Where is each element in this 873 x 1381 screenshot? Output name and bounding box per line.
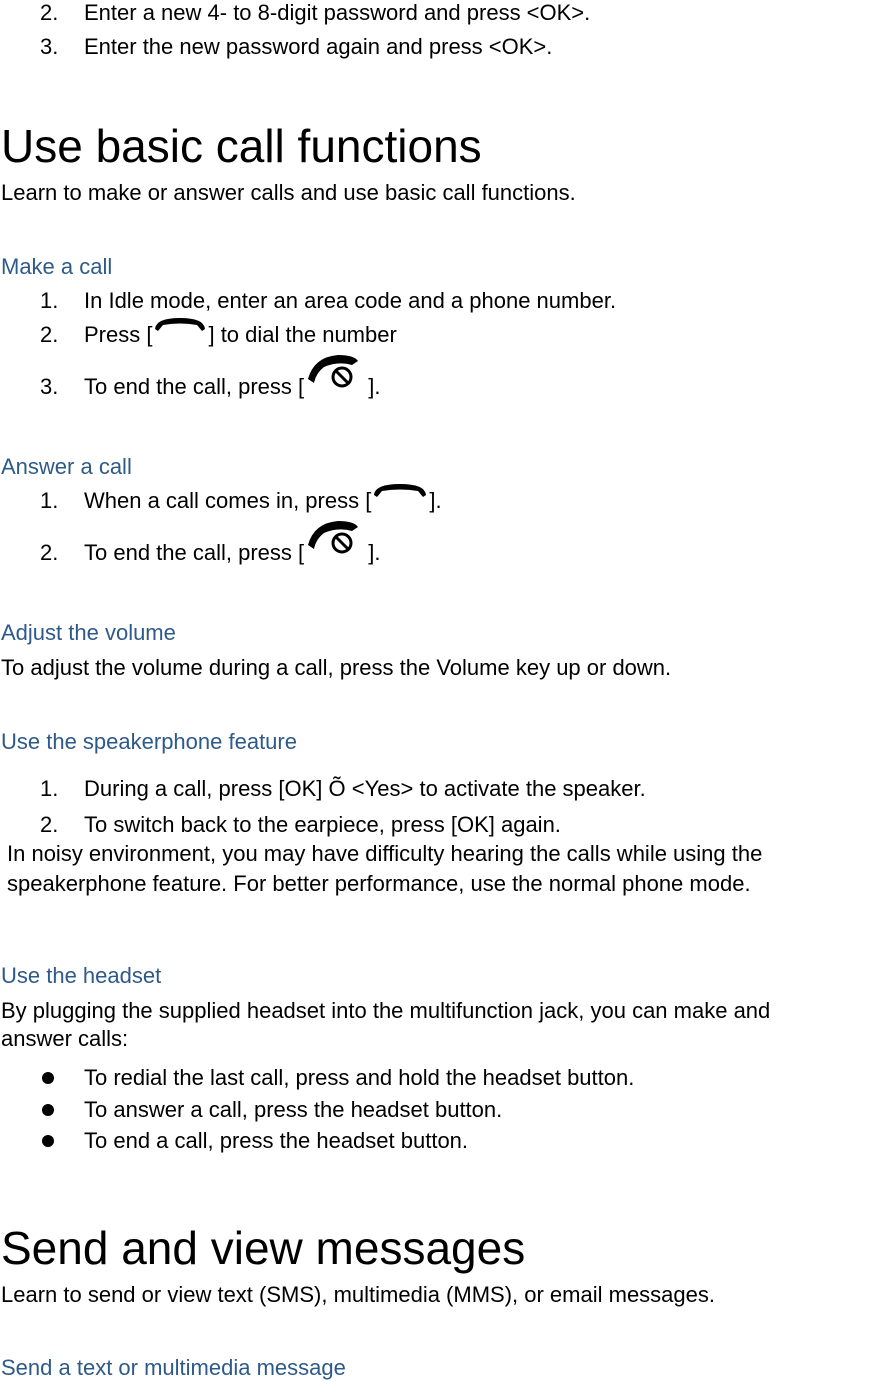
list-text — [84, 322, 397, 348]
section-title: Send and view messages — [1, 1222, 526, 1274]
bullet-item — [0, 1128, 873, 1158]
list-item — [0, 288, 873, 318]
list-text: During a call, press [OK] Õ <Yes> to activate the speaker. — [84, 776, 646, 801]
text-fragment: Press [ — [84, 322, 153, 347]
list-item — [0, 812, 873, 842]
subsection-heading: Adjust the volume — [1, 620, 176, 645]
list-item — [0, 0, 873, 30]
section-intro: Learn to make or answer calls and use basic call functions. — [1, 180, 576, 205]
bullet-dot — [42, 1135, 54, 1147]
bullet-text: To redial the last call, press and hold the headset button. — [84, 1065, 635, 1090]
end-key-icon — [304, 519, 362, 565]
section-title: Use basic call functions — [1, 120, 482, 172]
text-fragment: ]. — [362, 374, 381, 399]
subsection-heading: Answer a call — [1, 454, 132, 479]
text-fragment: To end the call, press [ — [84, 374, 305, 399]
list-item — [0, 322, 873, 352]
bullet-dot — [42, 1072, 54, 1084]
subsection-heading: Use the speakerphone feature — [1, 729, 297, 754]
list-text — [84, 540, 380, 566]
text-fragment: ]. — [362, 540, 381, 565]
paragraph: To adjust the volume during a call, press the Volume key up or down. — [1, 655, 672, 680]
list-number: 2. — [40, 322, 59, 347]
list-number: 1. — [40, 776, 59, 801]
list-item — [0, 34, 873, 64]
list-text: Enter a new 4- to 8-digit password and press <OK>. — [84, 0, 591, 25]
list-item — [0, 488, 873, 518]
paragraph: answer calls: — [1, 1026, 129, 1051]
subsection-heading: Send a text or multimedia message — [1, 1355, 346, 1380]
list-number: 2. — [40, 812, 59, 837]
subsection-heading: Make a call — [1, 254, 113, 279]
list-number: 1. — [40, 288, 59, 313]
list-item — [0, 374, 873, 404]
list-text: Enter the new password again and press <OK>. — [84, 34, 553, 59]
section-intro: Learn to send or view text (SMS), multimedia (MMS), or email messages. — [1, 1282, 716, 1307]
paragraph: By plugging the supplied headset into the multifunction jack, you can make and — [1, 998, 771, 1023]
end-key-icon — [304, 353, 362, 399]
text-fragment: ] to dial the number — [208, 322, 397, 347]
bullet-item — [0, 1065, 873, 1095]
list-text — [84, 374, 380, 400]
note-text: speakerphone feature. For better performance, use the normal phone mode. — [7, 871, 751, 896]
bullet-text: To answer a call, press the headset button. — [84, 1097, 503, 1122]
bullet-item — [0, 1097, 873, 1127]
list-item — [0, 540, 873, 570]
dial-key-icon — [371, 481, 429, 513]
list-item — [0, 776, 873, 806]
list-number: 3. — [40, 374, 59, 399]
list-text: In Idle mode, enter an area code and a phone number. — [84, 288, 617, 313]
bullet-text: To end a call, press the headset button. — [84, 1128, 469, 1153]
list-number: 2. — [40, 540, 59, 565]
subsection-heading: Use the headset — [1, 963, 162, 988]
list-text: To switch back to the earpiece, press [OK] again. — [84, 812, 561, 837]
note-text: In noisy environment, you may have difficulty hearing the calls while using the — [7, 841, 763, 866]
text-fragment: When a call comes in, press [ — [84, 488, 372, 513]
text-fragment: ]. — [429, 488, 442, 513]
bullet-dot — [42, 1104, 54, 1116]
list-text — [84, 488, 442, 514]
list-number: 3. — [40, 34, 59, 59]
text-fragment: To end the call, press [ — [84, 540, 305, 565]
dial-key-icon — [152, 315, 208, 347]
list-number: 1. — [40, 488, 59, 513]
list-number: 2. — [40, 0, 59, 25]
